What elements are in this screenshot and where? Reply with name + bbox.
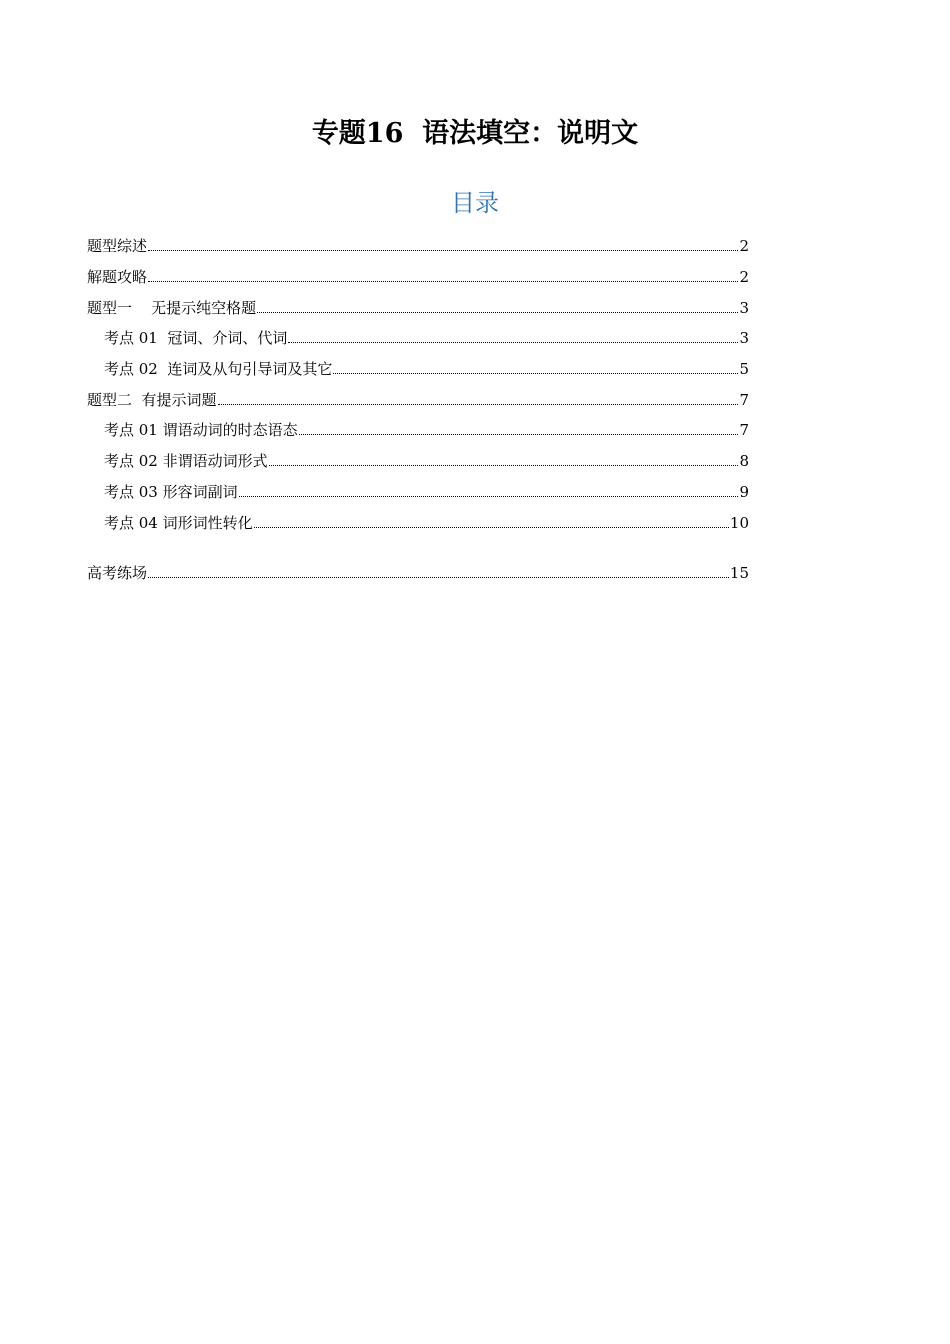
toc-entry-label: 考点 01 谓语动词的时态语态 (104, 421, 298, 439)
toc-entry-point-01-articles[interactable] (104, 318, 749, 348)
toc-page-number: 7 (739, 421, 749, 439)
toc-entry-type-two[interactable] (87, 380, 749, 410)
toc-page-number: 9 (739, 483, 749, 501)
toc-entry-label: 考点 02 连词及从句引导词及其它 (104, 360, 333, 378)
toc-heading: 目录 (451, 189, 499, 217)
toc-entry-label: 高考练场 (87, 564, 148, 582)
toc-page-number: 8 (739, 452, 749, 470)
toc-page-number: 2 (739, 268, 749, 286)
dot-leader (239, 496, 739, 497)
toc-entry-point-04-word-forms[interactable] (104, 503, 749, 533)
toc-page-number: 7 (739, 391, 749, 409)
toc-entry-label: 题型综述 (87, 237, 148, 255)
toc-entry-label: 考点 04 词形词性转化 (104, 514, 253, 532)
toc-entry-point-01-verbs[interactable] (104, 410, 749, 440)
dot-leader (333, 373, 738, 374)
dot-leader (299, 434, 739, 435)
toc-entry-label: 考点 01 冠词、介词、代词 (104, 329, 288, 347)
document-title: 专题16 语法填空：说明文 (311, 118, 639, 149)
toc-entry-point-02-conjunctions[interactable] (104, 349, 749, 379)
toc-entry-point-02-nonfinite[interactable] (104, 441, 749, 471)
toc-entry-label: 题型二 有提示词题 (87, 391, 217, 409)
dot-leader (148, 281, 738, 282)
toc-page-number: 2 (739, 237, 749, 255)
toc-entry-label: 考点 03 形容词副词 (104, 483, 238, 501)
dot-leader (148, 250, 738, 251)
toc-entry-overview[interactable] (87, 226, 749, 256)
dot-leader (254, 527, 729, 528)
dot-leader (269, 465, 739, 466)
dot-leader (218, 404, 739, 405)
toc-entry-strategy[interactable] (87, 257, 749, 287)
toc-page-number: 3 (739, 329, 749, 347)
toc-entry-practice[interactable] (87, 553, 749, 583)
toc-page-number: 5 (739, 360, 749, 378)
toc-entry-label: 考点 02 非谓语动词形式 (104, 452, 268, 470)
toc-page-number: 3 (739, 299, 749, 317)
dot-leader (257, 312, 738, 313)
dot-leader (148, 577, 729, 578)
toc-entry-label: 题型一 无提示纯空格题 (87, 299, 257, 317)
toc-entry-label: 解题攻略 (87, 268, 148, 286)
dot-leader (288, 342, 738, 343)
toc-entry-point-03-adjectives[interactable] (104, 472, 749, 502)
toc-entry-type-one[interactable] (87, 288, 749, 318)
toc-page-number: 10 (729, 514, 749, 532)
toc-page-number: 15 (729, 564, 749, 582)
